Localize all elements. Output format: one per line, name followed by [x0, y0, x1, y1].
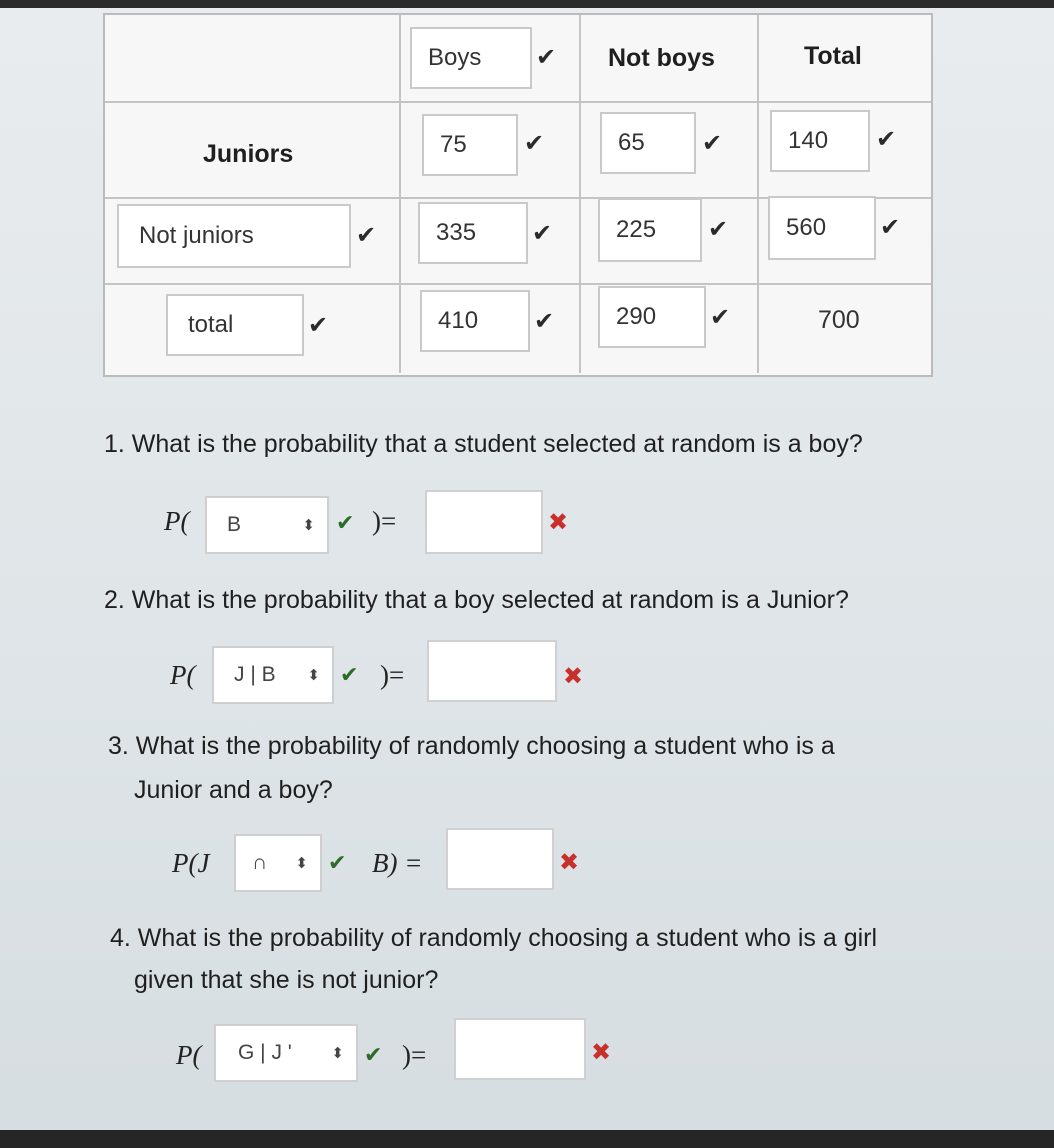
juniors-boys-input[interactable] [422, 114, 518, 176]
q1-suffix: )= [372, 506, 397, 536]
q1-answer-input[interactable] [425, 490, 543, 554]
not-juniors-not-boys-input[interactable] [598, 198, 702, 262]
juniors-not-boys-input[interactable] [600, 112, 696, 174]
check-icon: ✔ [710, 304, 731, 331]
not-juniors-not-boys-value: 225 [616, 216, 657, 243]
q2-correct-icon: ✔ [340, 662, 359, 687]
q4-event-select[interactable] [214, 1024, 358, 1082]
select-arrow-icon: ⬍ [307, 667, 320, 684]
q3-operator-select[interactable] [234, 834, 322, 892]
not-juniors-boys-value: 335 [436, 219, 477, 246]
q4-answer-input[interactable] [454, 1018, 586, 1080]
q2-answer-input[interactable] [427, 640, 557, 702]
q3-select-value: ∩ [252, 851, 268, 874]
check-icon: ✔ [880, 214, 901, 241]
total-boys-value: 410 [438, 307, 479, 334]
q2-suffix: )= [380, 660, 405, 690]
total-not-boys-input[interactable] [598, 286, 706, 348]
check-icon: ✔ [356, 222, 377, 249]
total-boys-input[interactable] [420, 290, 530, 352]
corner-cell [105, 15, 401, 103]
q2-prefix: P( [170, 660, 196, 690]
total-header: Total [804, 42, 862, 70]
q1-select-value: B [227, 513, 242, 536]
select-arrow-icon: ⬍ [295, 855, 308, 872]
check-icon: ✔ [524, 130, 545, 157]
q4-incorrect-icon: ✖ [591, 1039, 612, 1066]
not-juniors-label-input[interactable] [117, 204, 351, 268]
question-4-text-line2: given that she is not junior? [134, 966, 439, 994]
total-label-input[interactable] [166, 294, 304, 356]
q4-prefix: P( [176, 1040, 202, 1070]
question-1-text: 1. What is the probability that a student selected at random is a boy? [104, 430, 863, 458]
select-arrow-icon: ⬍ [331, 1045, 344, 1062]
q2-select-value: J | B [234, 663, 276, 686]
screen-bottom-edge [0, 1130, 1054, 1148]
check-icon: ✔ [702, 130, 723, 157]
question-2-text: 2. What is the probability that a boy selected at random is a Junior? [104, 586, 849, 614]
check-icon: ✔ [876, 126, 897, 153]
not-boys-header: Not boys [608, 44, 715, 72]
q3-prefix: P(J [172, 848, 210, 878]
boys-header-input[interactable] [410, 27, 532, 89]
check-icon: ✔ [532, 220, 553, 247]
window-top-edge [0, 0, 1054, 8]
q1-prefix: P( [164, 506, 190, 536]
check-icon: ✔ [308, 312, 329, 339]
total-row-label: total [188, 311, 234, 338]
q3-incorrect-icon: ✖ [559, 849, 580, 876]
grand-total-value: 700 [818, 306, 860, 334]
question-3-text-line2: Junior and a boy? [134, 776, 333, 804]
question-3-text-line1: 3. What is the probability of randomly choosing a student who is a [108, 732, 835, 760]
q1-correct-icon: ✔ [336, 510, 355, 535]
juniors-not-boys-value: 65 [618, 129, 645, 156]
juniors-row-label: Juniors [203, 140, 294, 168]
select-arrow-icon: ⬍ [302, 517, 315, 534]
not-juniors-row-label: Not juniors [139, 222, 254, 249]
q1-incorrect-icon: ✖ [548, 509, 569, 536]
juniors-total-value: 140 [788, 127, 829, 154]
not-juniors-boys-input[interactable] [418, 202, 528, 264]
boys-header-label: Boys [428, 44, 482, 71]
q3-correct-icon: ✔ [328, 850, 347, 875]
q4-correct-icon: ✔ [364, 1042, 383, 1067]
check-icon: ✔ [534, 308, 555, 335]
question-4-text-line1: 4. What is the probability of randomly choosing a student who is a girl [110, 924, 878, 952]
q2-incorrect-icon: ✖ [563, 663, 584, 690]
not-juniors-total-input[interactable] [768, 196, 876, 260]
q2-event-select[interactable] [212, 646, 334, 704]
boys-header-check-icon: ✔ [536, 44, 557, 71]
q4-select-value: G | J ' [238, 1041, 292, 1064]
juniors-boys-value: 75 [440, 131, 467, 158]
q1-event-select[interactable] [205, 496, 329, 554]
q3-suffix: B) = [372, 848, 423, 878]
total-not-boys-value: 290 [616, 303, 657, 330]
check-icon: ✔ [708, 216, 729, 243]
q3-answer-input[interactable] [446, 828, 554, 890]
not-juniors-total-value: 560 [786, 214, 827, 241]
juniors-total-input[interactable] [770, 110, 870, 172]
q4-suffix: )= [402, 1040, 427, 1070]
